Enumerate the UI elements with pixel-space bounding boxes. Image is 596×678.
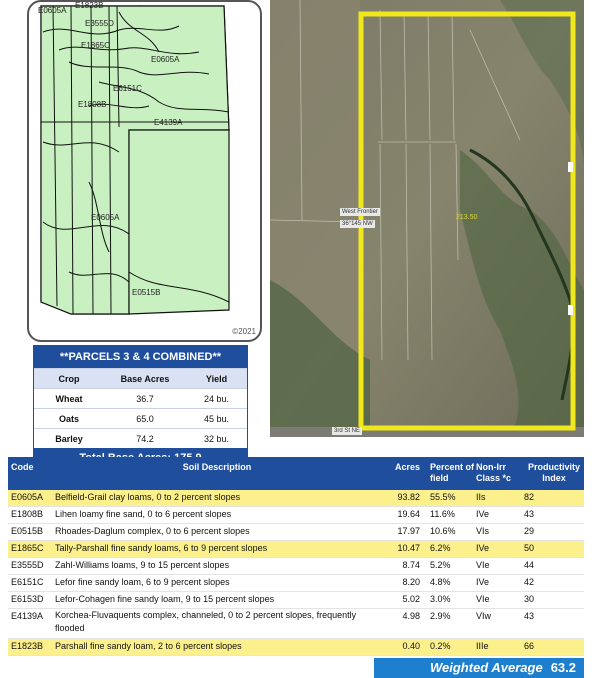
yield-value: 24 bu. — [203, 393, 230, 404]
soil-table — [8, 457, 584, 678]
table-row — [8, 558, 584, 575]
soil-description: Parshall fine sandy loam, 2 to 6 percent slopes — [55, 641, 242, 651]
soil-map-panel — [27, 0, 262, 342]
header-productivity-index: Productivity Index — [527, 462, 580, 483]
soil-productivity-index: 44 — [524, 560, 535, 570]
weighted-average-label: Weighted Average — [429, 660, 543, 675]
soil-label: E1865C — [81, 41, 110, 50]
soil-class: IIs — [476, 492, 486, 502]
soil-code: E6153D — [11, 594, 44, 604]
soil-productivity-index: 82 — [524, 492, 535, 502]
soil-description: Rhoades-Daglum complex, 0 to 6 percent slopes — [55, 526, 250, 536]
soil-label: E4139A — [154, 118, 183, 127]
header-soil-description: Soil Description — [182, 462, 252, 472]
header-code: Code — [11, 462, 34, 472]
soil-code: E1808B — [11, 509, 44, 519]
soil-class: IVe — [476, 509, 490, 519]
table-row — [8, 524, 584, 541]
soil-class: VIs — [476, 526, 490, 536]
yield-value: 45 bu. — [203, 413, 230, 424]
weighted-average-row — [8, 658, 584, 678]
soil-acres: 93.82 — [397, 492, 420, 502]
aerial-photo-drawing — [270, 0, 584, 437]
header-non-irr-class: Non-Irr Class *c — [476, 462, 512, 483]
map-copyright: ©2021 — [232, 327, 256, 336]
soil-code: E6151C — [11, 577, 44, 587]
soil-percent: 2.9% — [430, 611, 451, 621]
soil-label: E6151C — [113, 84, 142, 93]
table-row — [34, 388, 247, 408]
weighted-average-value: 63.2 — [550, 660, 576, 675]
acreage-label: 213.50 — [456, 214, 478, 221]
soil-acres: 8.74 — [402, 560, 420, 570]
soil-acres: 19.64 — [397, 509, 420, 519]
road-label: West Frontier — [342, 209, 378, 215]
header-yield: Yield — [205, 373, 228, 384]
soil-percent: 5.2% — [430, 560, 451, 570]
header-acres: Acres — [394, 462, 420, 472]
soil-productivity-index: 66 — [524, 641, 535, 651]
soil-description: Lefor-Cohagen fine sandy loam, 9 to 15 percent slopes — [55, 594, 275, 604]
base-acres-value: 36.7 — [136, 393, 154, 404]
crop-name: Barley — [55, 433, 83, 444]
base-acres-header — [34, 368, 247, 388]
base-acres-value: 74.2 — [136, 433, 154, 444]
soil-class: IVe — [476, 577, 490, 587]
soil-description: Lihen loamy fine sand, 0 to 6 percent slopes — [55, 509, 232, 519]
soil-label: E0605A — [38, 6, 67, 15]
table-row — [8, 507, 584, 524]
soil-productivity-index: 43 — [524, 611, 535, 621]
soil-label: E0605A — [91, 213, 120, 222]
soil-percent: 0.2% — [430, 641, 451, 651]
soil-code: E0515B — [11, 526, 44, 536]
soil-percent: 11.6% — [430, 509, 455, 519]
table-row — [34, 428, 247, 448]
table-row — [34, 408, 247, 428]
soil-code: E3555D — [11, 560, 44, 570]
base-acres-value: 65.0 — [136, 413, 154, 424]
road-label: 3rd St NE — [334, 428, 361, 434]
soil-label: E1823B — [75, 1, 104, 10]
soil-class: VIw — [476, 611, 492, 621]
soil-class: IVe — [476, 543, 490, 553]
soil-code: E4139A — [11, 611, 44, 621]
soil-class: IIIe — [476, 641, 489, 651]
weighted-average-box — [374, 658, 584, 678]
table-row — [8, 639, 584, 656]
soil-code: E1823B — [11, 641, 44, 651]
soil-label: E0605A — [151, 55, 180, 64]
soil-label: E1808B — [78, 100, 107, 109]
soil-class: VIe — [476, 594, 490, 604]
soil-code: E1865C — [11, 543, 44, 553]
soil-description: Lefor fine sandy loam, 6 to 9 percent slopes — [55, 577, 230, 587]
soil-productivity-index: 29 — [524, 526, 535, 536]
soil-description: Korchea-Fluvaquents complex, channeled, 0 to 2 percent slopes, frequently flooded — [55, 610, 357, 633]
soil-description: Belfield-Grail clay loams, 0 to 2 percent slopes — [55, 492, 241, 502]
table-row — [8, 541, 584, 558]
road-label: 36°145 NW — [342, 221, 373, 227]
soil-productivity-index: 30 — [524, 594, 535, 604]
soil-percent: 3.0% — [430, 594, 451, 604]
table-row — [8, 490, 584, 507]
soil-label: E0515B — [132, 288, 161, 297]
header-crop: Crop — [58, 373, 80, 384]
table-row — [8, 592, 584, 609]
soil-description: Tally-Parshall fine sandy loams, 6 to 9 percent slopes — [55, 543, 268, 553]
base-acres-title: **PARCELS 3 & 4 COMBINED** — [34, 346, 247, 368]
crop-name: Oats — [58, 413, 79, 424]
base-acres-table — [33, 345, 248, 469]
soil-percent: 4.8% — [430, 577, 451, 587]
soil-productivity-index: 42 — [524, 577, 535, 587]
soil-label: E3555D — [85, 19, 114, 28]
aerial-photo — [270, 0, 584, 437]
soil-description: Zahl-Williams loams, 9 to 15 percent slopes — [55, 560, 230, 570]
soil-acres: 10.47 — [397, 543, 420, 553]
crop-name: Wheat — [55, 393, 83, 404]
table-row — [8, 609, 584, 639]
soil-acres: 5.02 — [402, 594, 420, 604]
soil-acres: 8.20 — [402, 577, 420, 587]
header-base-acres: Base Acres — [120, 373, 170, 384]
yield-value: 32 bu. — [203, 433, 230, 444]
soil-percent: 55.5% — [430, 492, 456, 502]
soil-class: VIe — [476, 560, 490, 570]
soil-percent: 6.2% — [430, 543, 451, 553]
soil-acres: 4.98 — [402, 611, 420, 621]
soil-percent: 10.6% — [430, 526, 456, 536]
soil-acres: 17.97 — [397, 526, 420, 536]
soil-table-header — [8, 457, 584, 490]
soil-productivity-index: 50 — [524, 543, 535, 553]
header-percent-of-field: Percent of field — [430, 462, 475, 483]
soil-productivity-index: 43 — [524, 509, 535, 519]
table-row — [8, 575, 584, 592]
soil-acres: 0.40 — [402, 641, 420, 651]
soil-code: E0605A — [11, 492, 44, 502]
